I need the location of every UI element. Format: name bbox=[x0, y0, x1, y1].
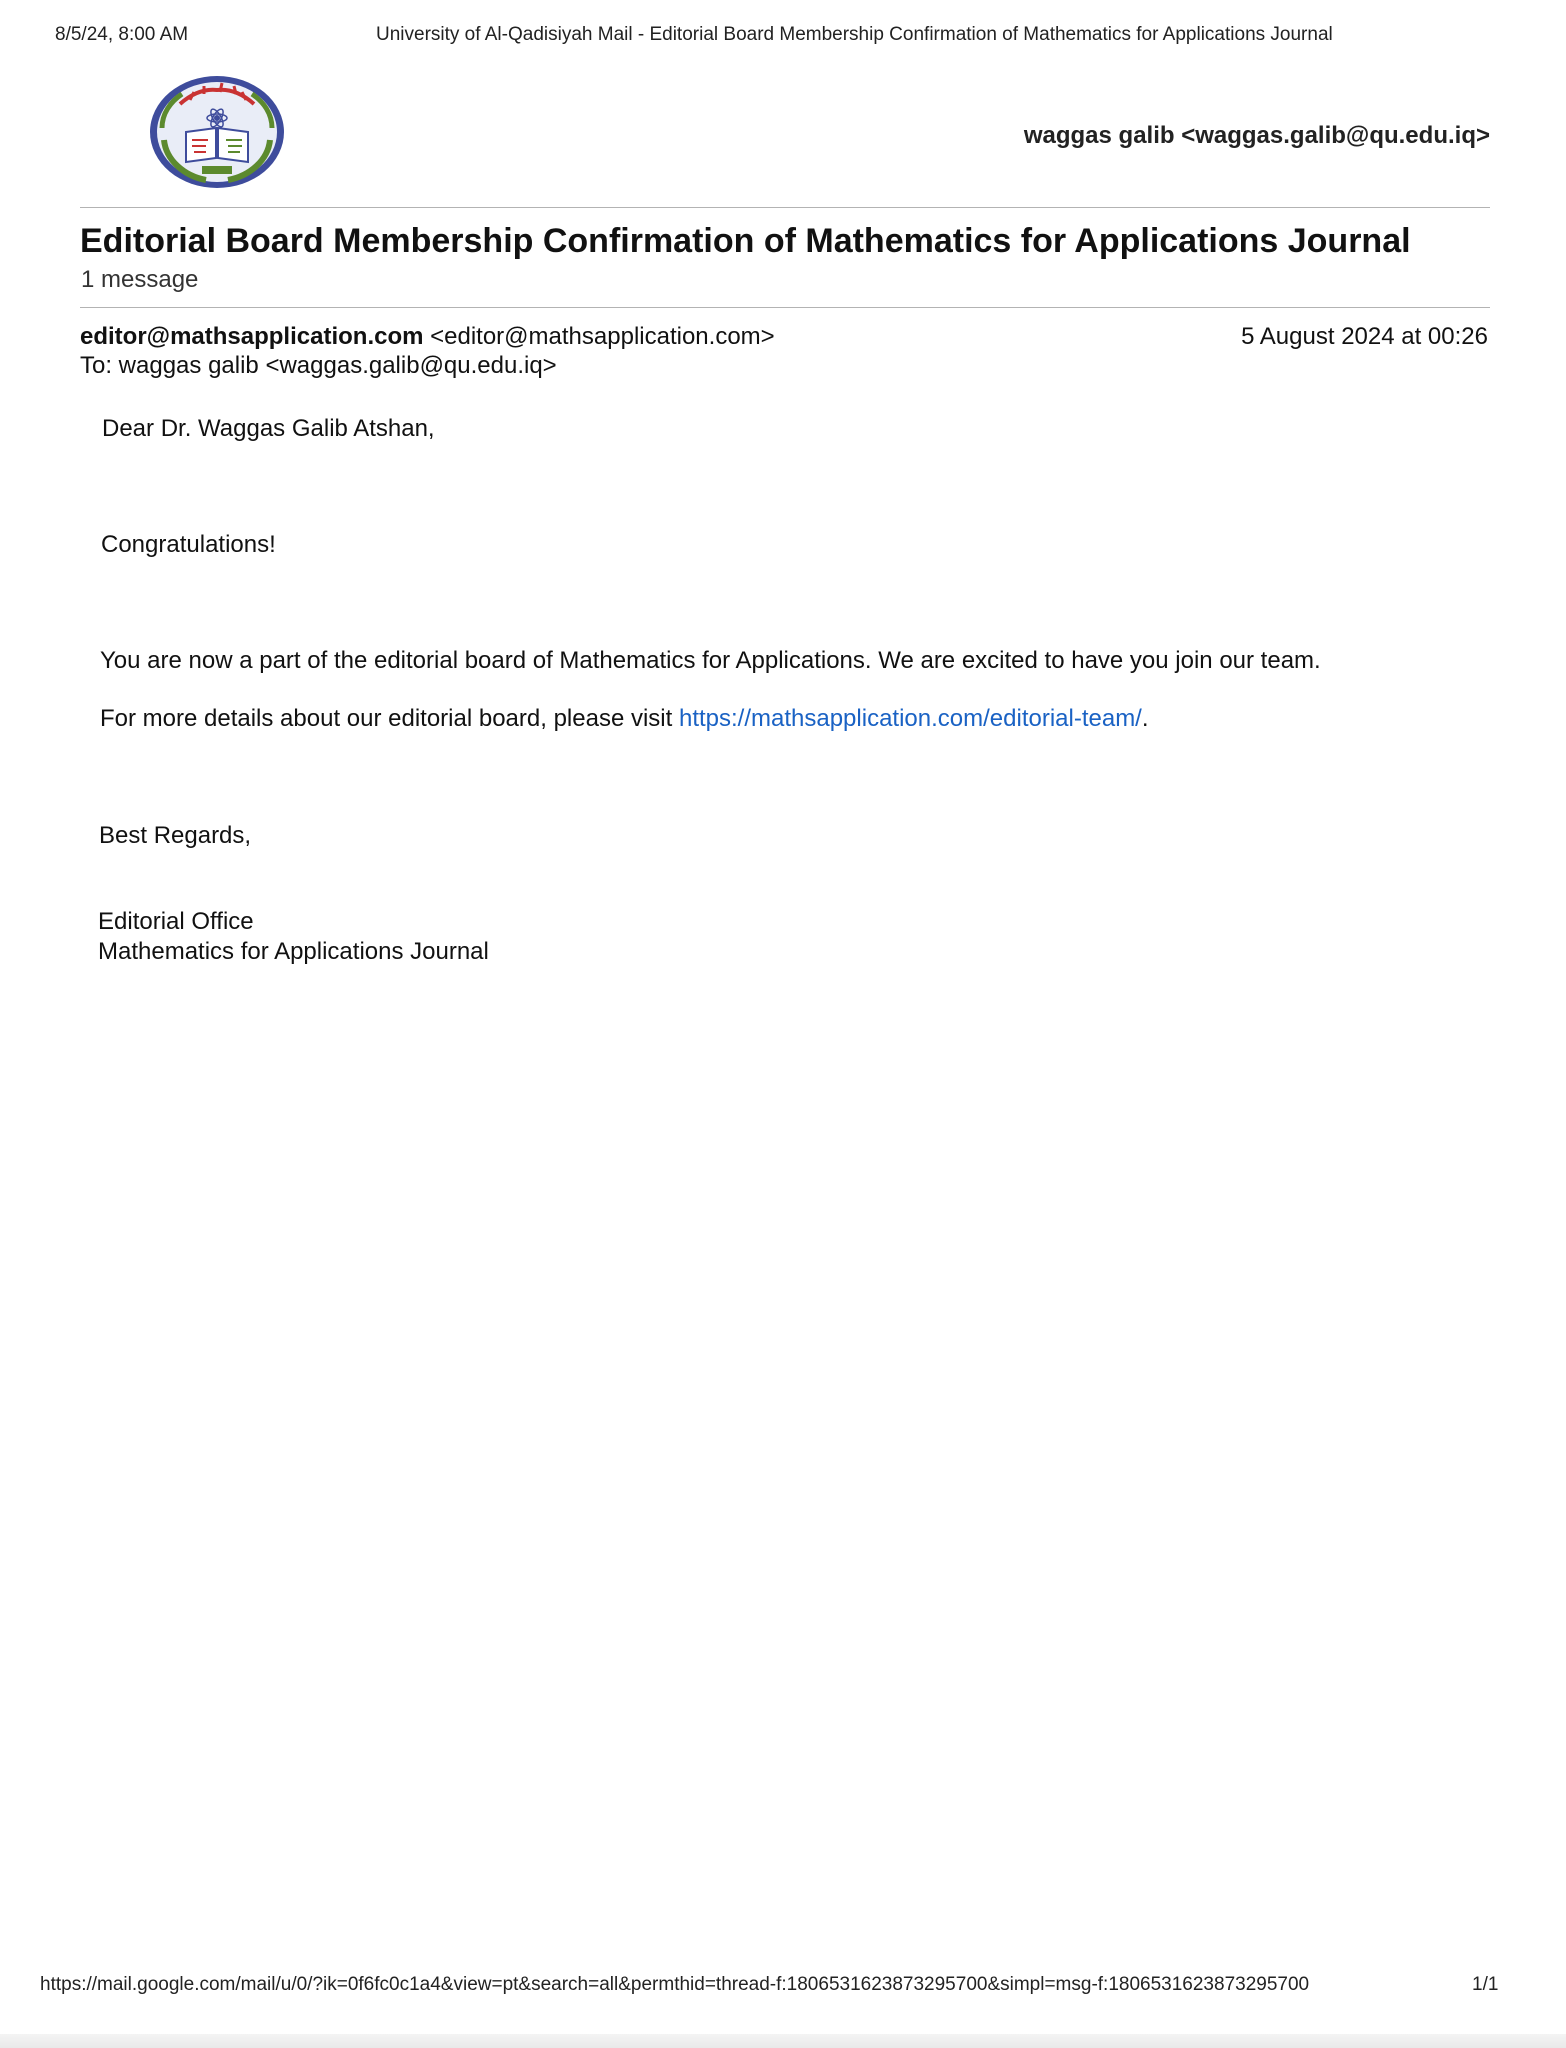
message-count: 1 message bbox=[81, 266, 199, 293]
recipient-line: To: waggas galib <waggas.galib@qu.edu.iq> bbox=[80, 352, 557, 379]
email-greeting: Dear Dr. Waggas Galib Atshan, bbox=[102, 415, 435, 442]
page-bottom-edge bbox=[0, 2034, 1566, 2048]
paragraph-2-prefix: For more details about our editorial board, please visit bbox=[100, 705, 679, 732]
account-identity: waggas galib <waggas.galib@qu.edu.iq> bbox=[1023, 122, 1490, 149]
print-footer-url: https://mail.google.com/mail/u/0/?ik=0f6fc0c1a4&view=pt&search=all&permthid=thread-f:1806531623873295700&simpl=msg-f:1806531623873295700 bbox=[40, 1974, 1310, 1995]
email-subject: Editorial Board Membership Confirmation of Mathematics for Applications Journal bbox=[80, 222, 1411, 260]
signature-line-2: Mathematics for Applications Journal bbox=[98, 938, 489, 965]
sender-line bbox=[80, 323, 775, 351]
signature-line-1: Editorial Office bbox=[98, 908, 254, 935]
print-page-title: University of Al-Qadisiyah Mail - Editorial Board Membership Confirmation of Mathematics for Applications Journal bbox=[376, 24, 1333, 45]
email-paragraph-2 bbox=[100, 705, 1149, 733]
university-seal-logo bbox=[148, 74, 286, 190]
sender-address: <editor@mathsapplication.com> bbox=[430, 323, 775, 350]
subject-divider bbox=[80, 307, 1490, 308]
header-divider bbox=[80, 207, 1490, 208]
print-page-number: 1/1 bbox=[1472, 1974, 1499, 1995]
email-regards: Best Regards, bbox=[99, 822, 252, 849]
sender-name: editor@mathsapplication.com bbox=[80, 323, 424, 350]
email-paragraph-1: You are now a part of the editorial board of Mathematics for Applications. We are excited to have you join our team. bbox=[100, 647, 1321, 674]
editorial-team-link[interactable]: https://mathsapplication.com/editorial-team/ bbox=[678, 705, 1142, 732]
email-date: 5 August 2024 at 00:26 bbox=[1241, 323, 1488, 350]
paragraph-2-suffix: . bbox=[1141, 705, 1149, 732]
university-seal-icon bbox=[148, 74, 286, 190]
email-congrats: Congratulations! bbox=[101, 531, 276, 558]
print-date: 8/5/24, 8:00 AM bbox=[55, 24, 189, 45]
